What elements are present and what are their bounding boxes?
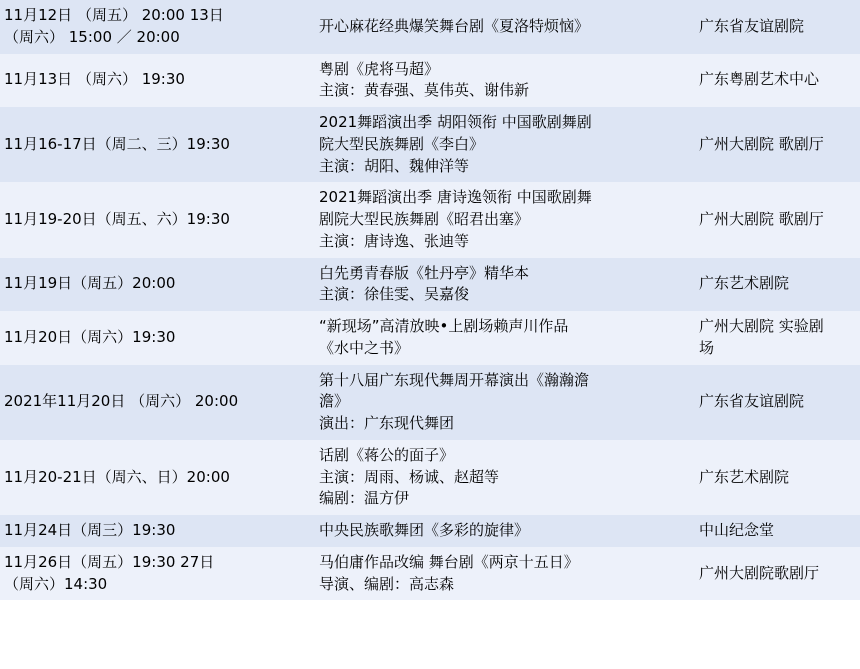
cell-datetime-line: （周六）14:30 <box>4 574 108 593</box>
cell-venue <box>695 258 860 312</box>
cell-program-title <box>315 515 695 547</box>
table-row <box>0 365 860 440</box>
cell-program-title-line: 粤剧《虎将马超》 <box>319 59 440 78</box>
cell-venue-line: 广州大剧院 歌剧厅 <box>699 210 824 228</box>
table-row <box>0 107 860 182</box>
cell-venue-line: 广东艺术剧院 <box>699 274 790 293</box>
cell-program-title-line: 编剧：温方伊 <box>319 489 410 508</box>
cell-program-title <box>315 365 695 440</box>
cell-venue-line: 广州大剧院歌剧厅 <box>699 563 820 582</box>
cell-datetime-line: 11月19-20日（周五、六）19:30 <box>4 210 230 228</box>
cell-program-title-line: 主演：唐诗逸、张迪等 <box>319 231 470 250</box>
cell-program-title <box>315 0 695 54</box>
cell-program-title <box>315 440 695 515</box>
cell-datetime-line: 11月24日（周三）19:30 <box>4 521 176 539</box>
cell-datetime-line: 11月12日 （周五） 20:00 13日 <box>4 6 224 24</box>
cell-venue-line: 广州大剧院 歌剧厅 <box>699 134 824 153</box>
cell-program-title-line: 2021舞蹈演出季 胡阳领衔 中国歌剧舞剧 <box>319 113 592 131</box>
cell-venue <box>695 54 860 108</box>
cell-program-title <box>315 311 695 365</box>
table-row <box>0 0 860 54</box>
cell-datetime-line: 11月13日 （周六） 19:30 <box>4 70 185 89</box>
table-row <box>0 54 860 108</box>
cell-venue <box>695 182 860 257</box>
cell-program-title-line: 2021舞蹈演出季 唐诗逸领衔 中国歌剧舞 <box>319 188 592 207</box>
cell-venue <box>695 515 860 547</box>
cell-program-title-line: 第十八届广东现代舞周开幕演出《瀚瀚澹 <box>319 370 590 389</box>
cell-datetime-line: 11月20-21日（周六、日）20:00 <box>4 467 230 486</box>
cell-datetime <box>0 365 315 440</box>
table-row <box>0 258 860 312</box>
cell-datetime <box>0 54 315 108</box>
table-row <box>0 311 860 365</box>
cell-program-title <box>315 258 695 312</box>
cell-venue-line: 广东粤剧艺术中心 <box>699 70 820 89</box>
cell-datetime <box>0 311 315 365</box>
cell-venue-line: 广州大剧院 实验剧 <box>699 317 824 335</box>
cell-datetime-line: 11月19日（周五）20:00 <box>4 274 176 293</box>
cell-venue <box>695 365 860 440</box>
cell-program-title-line: “新现场”高清放映•上剧场赖声川作品 <box>319 317 569 335</box>
table-row <box>0 547 860 601</box>
cell-venue-line: 中山纪念堂 <box>699 521 775 539</box>
cell-program-title-line: 演出：广东现代舞团 <box>319 414 455 432</box>
table-row <box>0 515 860 547</box>
cell-program-title-line: 主演：黄春强、莫伟英、谢伟新 <box>319 81 530 100</box>
cell-datetime-line: （周六） 15:00 ／ 20:00 <box>4 27 180 46</box>
cell-venue-line: 场 <box>699 338 715 357</box>
cell-datetime <box>0 258 315 312</box>
table-row <box>0 440 860 515</box>
cell-program-title-line: 话剧《蒋公的面子》 <box>319 445 455 464</box>
cell-datetime <box>0 440 315 515</box>
cell-program-title-line: 主演：周雨、杨诚、赵超等 <box>319 467 500 486</box>
cell-program-title-line: 院大型民族舞剧《李白》 <box>319 134 485 153</box>
cell-venue <box>695 0 860 54</box>
cell-program-title-line: 剧院大型民族舞剧《昭君出塞》 <box>319 210 530 228</box>
cell-venue-line: 广东省友谊剧院 <box>699 392 805 411</box>
cell-datetime-line: 2021年11月20日 （周六） 20:00 <box>4 392 239 411</box>
cell-datetime-line: 11月26日（周五）19:30 27日 <box>4 552 215 571</box>
cell-venue-line: 广东艺术剧院 <box>699 467 790 486</box>
cell-venue-line: 广东省友谊剧院 <box>699 16 805 35</box>
cell-program-title-line: 马伯庸作品改编 舞台剧《两京十五日》 <box>319 552 579 571</box>
cell-program-title-line: 白先勇青春版《牡丹亭》精华本 <box>319 263 530 282</box>
cell-datetime <box>0 182 315 257</box>
cell-datetime <box>0 515 315 547</box>
cell-program-title-line: 导演、编剧：高志森 <box>319 574 455 593</box>
cell-venue <box>695 547 860 601</box>
cell-program-title <box>315 547 695 601</box>
cell-program-title <box>315 54 695 108</box>
cell-datetime-line: 11月16-17日（周二、三）19:30 <box>4 134 230 153</box>
cell-program-title <box>315 107 695 182</box>
cell-program-title-line: 中央民族歌舞团《多彩的旋律》 <box>319 521 530 539</box>
cell-venue <box>695 107 860 182</box>
cell-datetime <box>0 107 315 182</box>
table-row <box>0 182 860 257</box>
cell-venue <box>695 440 860 515</box>
cell-datetime <box>0 0 315 54</box>
cell-datetime <box>0 547 315 601</box>
cell-program-title-line: 主演：胡阳、魏伸洋等 <box>319 156 470 175</box>
cell-program-title-line: 澹》 <box>319 392 350 411</box>
cell-program-title-line: 开心麻花经典爆笑舞台剧《夏洛特烦恼》 <box>319 16 590 35</box>
cell-datetime-line: 11月20日（周六）19:30 <box>4 327 176 346</box>
cell-program-title <box>315 182 695 257</box>
cell-program-title-line: 《水中之书》 <box>319 338 410 357</box>
cell-venue <box>695 311 860 365</box>
cell-program-title-line: 主演：徐佳雯、吴嘉俊 <box>319 285 470 304</box>
